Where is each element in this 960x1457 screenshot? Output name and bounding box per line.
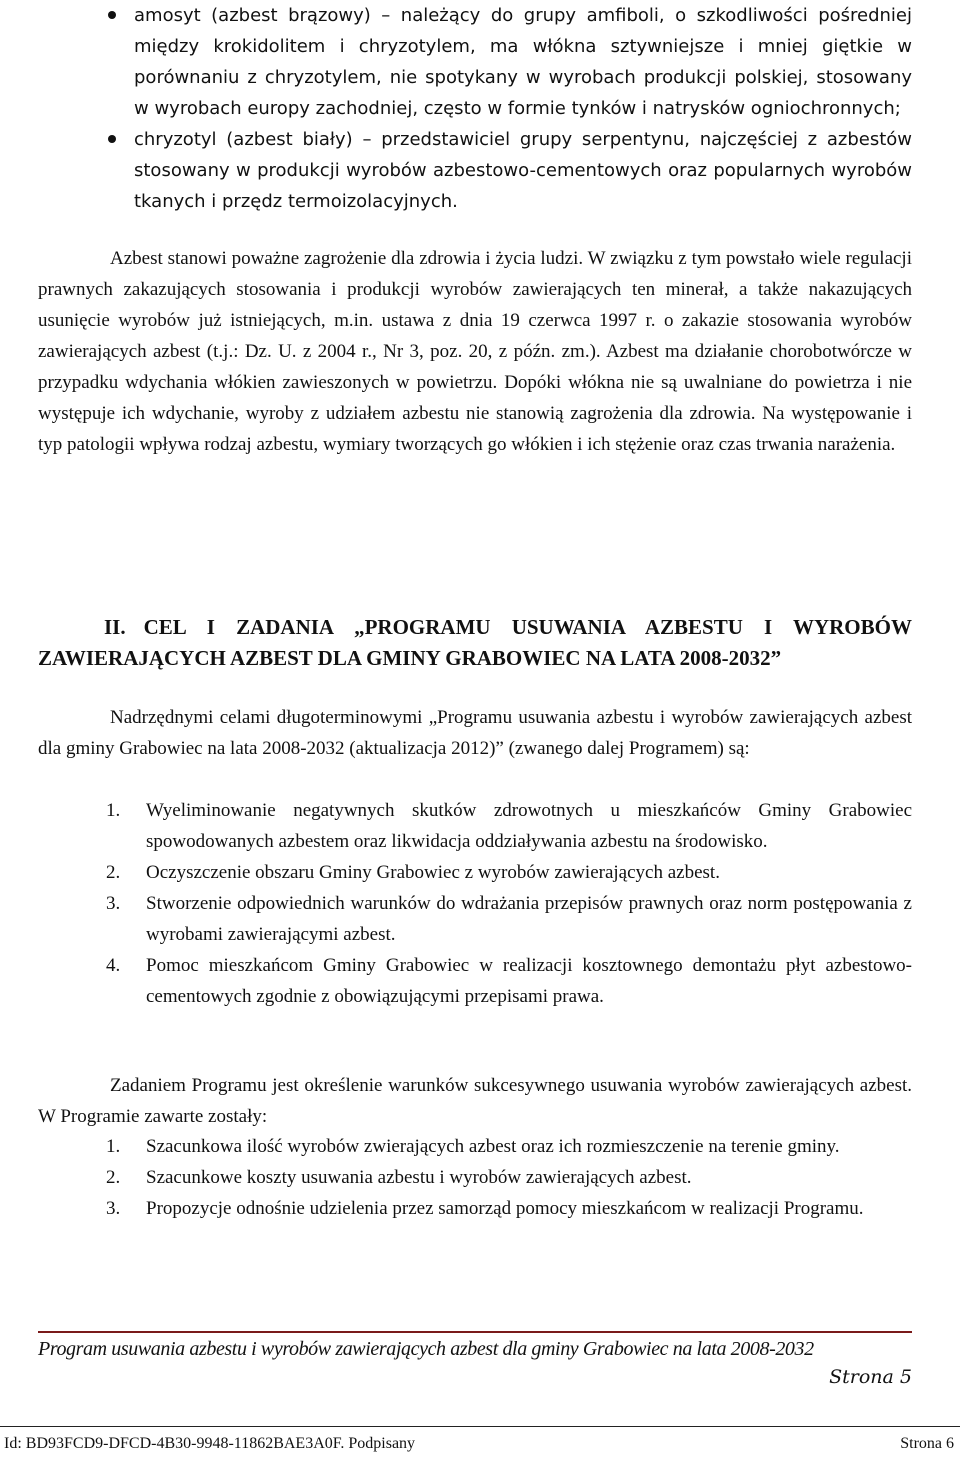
- pdf-page-number: Strona 6: [900, 1435, 954, 1452]
- list-number: 3.: [106, 893, 121, 914]
- list-item: [38, 0, 912, 124]
- list-item: [38, 124, 912, 217]
- bullet-icon: [108, 135, 116, 143]
- list-number: 1.: [106, 1136, 121, 1157]
- list-text: Szacunkowa ilość wyrobów zwierających azbest oraz ich rozmieszczenie na terenie gminy.: [146, 1136, 840, 1157]
- id-divider: [0, 1426, 960, 1427]
- list-text: Wyeliminowanie negatywnych skutków zdrowotnych u mieszkańców Gminy Grabowiec spowodowanych azbestem oraz likwidacja oddziaływania azbestu na środowisko.: [146, 800, 912, 852]
- footer-page-number: Strona 5: [829, 1366, 912, 1388]
- document-id: Id: BD93FCD9-DFCD-4B30-9948-11862BAE3A0F. Podpisany: [4, 1435, 416, 1452]
- asbestos-types-list: [38, 0, 912, 217]
- paragraph-asbestos-hazard: Azbest stanowi poważne zagrożenie dla zdrowia i życia ludzi. W związku z tym powstało wiele regulacji prawnych zakazujących stosowania i produkcji wyrobów zawierających ten minerał, a także nakazujących usunięcie wyrobów już istniejących, m.in. ustawa z dnia 19 czerwca 1997 r. o zakazie stosowania wyrobów zawierających azbest (t.j.: Dz. U. z 2004 r., Nr 3, poz. 20, z późn. zm.). Azbest ma działanie chorobotwórcze w przypadku wdychania włókien zawieszonych w powietrzu. Dopóki włókna nie są uwalniane do powietrza i nie występuje ich wdychanie, wyroby z udziałem azbestu nie stanowią zagrożenia dla zdrowia. Na występowanie i typ patologii wpływa rodzaj azbestu, wymiary tworzących go włókien i ich stężenie oraz czas trwania narażenia.: [38, 248, 912, 455]
- list-text: Szacunkowe koszty usuwania azbestu i wyrobów zawierających azbest.: [146, 1167, 692, 1188]
- goals-list: [38, 795, 912, 1012]
- paragraph-tasks-intro: Zadaniem Programu jest określenie warunków sukcesywnego usuwania wyrobów zawierających azbest. W Programie zawarte zostały:: [38, 1075, 912, 1127]
- bullet-text: chryzotyl (azbest biały) – przedstawiciel grupy serpentynu, najczęściej z azbestów stosowany w produkcji wyrobów azbestowo-cementowych oraz popularnych wyrobów tkanych i przędz termoizolacyjnych.: [134, 129, 912, 212]
- footer-document-title: Program usuwania azbestu i wyrobów zawierających azbest dla gminy Grabowiec na lata 2008-2032: [38, 1338, 814, 1360]
- list-number: 3.: [106, 1198, 121, 1219]
- list-item: [38, 1193, 912, 1224]
- section-number: II.: [104, 615, 126, 639]
- list-item: [38, 888, 912, 950]
- list-item: [38, 950, 912, 1012]
- section-title: CEL I ZADANIA „PROGRAMU USUWANIA AZBESTU I WYROBÓW ZAWIERAJĄCYCH AZBEST DLA GMINY GRABOWIEC NA LATA 2008-2032”: [38, 615, 912, 670]
- list-item: [38, 1162, 912, 1193]
- list-number: 4.: [106, 955, 121, 976]
- list-number: 1.: [106, 800, 121, 821]
- list-item: [38, 795, 912, 857]
- list-item: [38, 1131, 912, 1162]
- tasks-list: [38, 1131, 912, 1224]
- list-item: [38, 857, 912, 888]
- paragraph-goals-intro: Nadrzędnymi celami długoterminowymi „Programu usuwania azbestu i wyrobów zawierających azbest dla gminy Grabowiec na lata 2008-2032 (aktualizacja 2012)” (zwanego dalej Programem) są:: [38, 707, 912, 759]
- footer-divider: [38, 1331, 912, 1333]
- bullet-icon: [108, 11, 116, 19]
- list-text: Oczyszczenie obszaru Gminy Grabowiec z wyrobów zawierających azbest.: [146, 862, 720, 883]
- section-heading: [38, 612, 912, 674]
- list-text: Pomoc mieszkańcom Gminy Grabowiec w realizacji kosztownego demontażu płyt azbestowo-cementowych zgodnie z obowiązującymi przepisami prawa.: [146, 955, 912, 1007]
- list-text: Stworzenie odpowiednich warunków do wdrażania przepisów prawnych oraz norm postępowania z wyrobami zawierającymi azbest.: [146, 893, 912, 945]
- list-text: Propozycje odnośnie udzielenia przez samorząd pomocy mieszkańcom w realizacji Programu.: [146, 1198, 864, 1219]
- bullet-text: amosyt (azbest brązowy) – należący do grupy amfiboli, o szkodliwości pośredniej między krokidolitem i chryzotylem, ma włókna sztywniejsze i mniej giętkie w porównaniu z chryzotylem, nie spotykany w wyrobach produkcji polskiej, stosowany w wyrobach europy zachodniej, często w formie tynków i natrysków ogniochronnych;: [134, 5, 912, 119]
- list-number: 2.: [106, 1167, 121, 1188]
- list-number: 2.: [106, 862, 121, 883]
